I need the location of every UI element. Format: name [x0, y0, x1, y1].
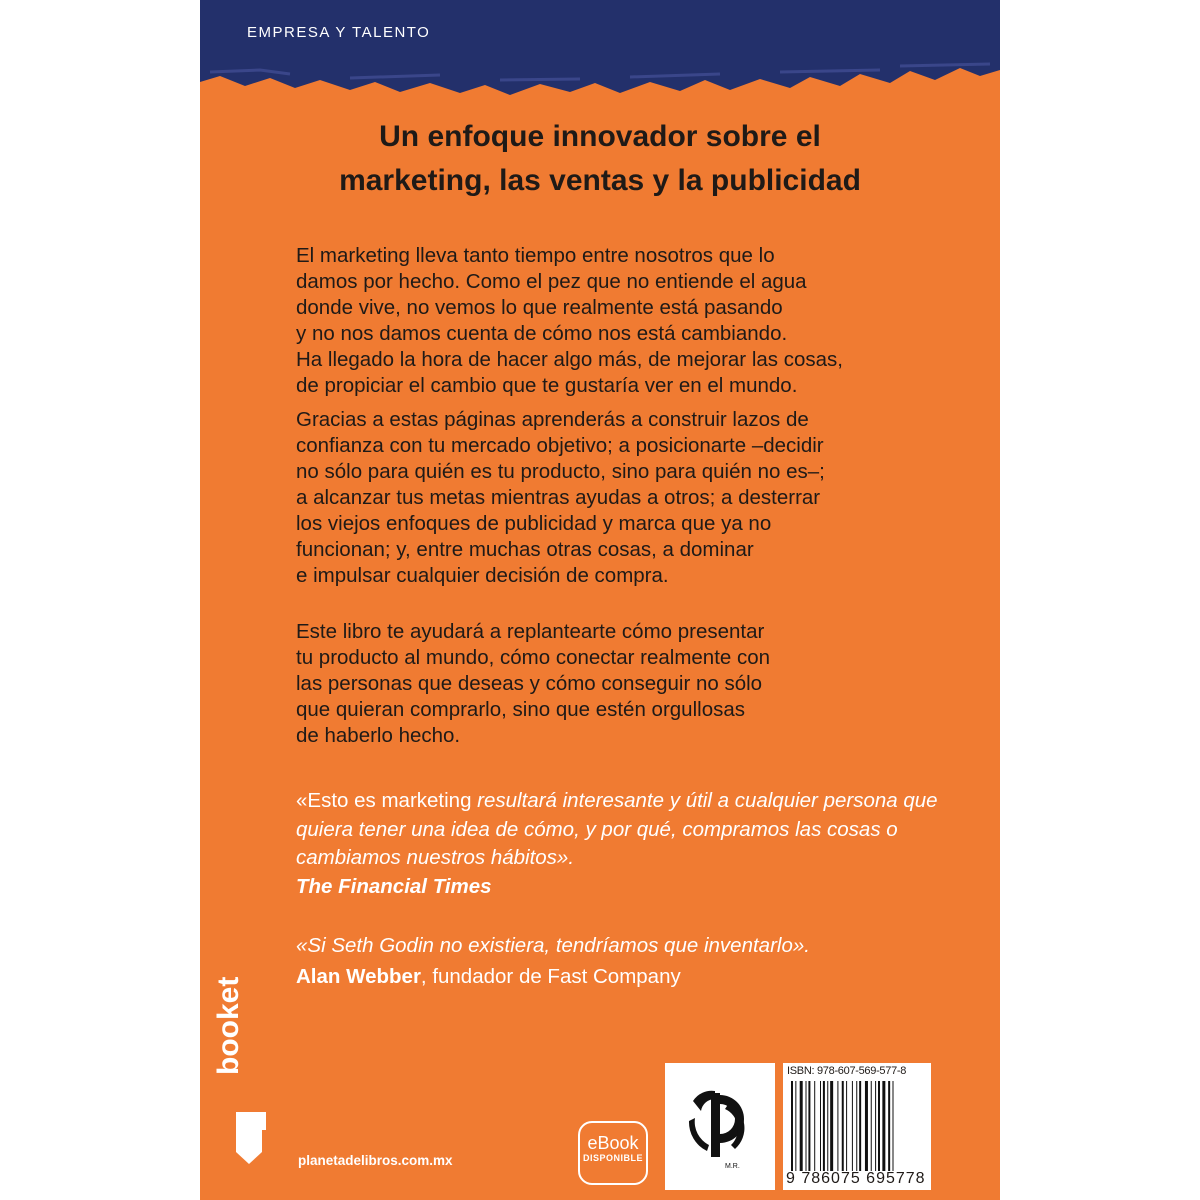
quote-1-lead: «Esto es marketing [296, 789, 478, 812]
barcode-box [783, 1063, 931, 1190]
back-cover [200, 0, 1000, 1200]
ean-number: 9 786075 695778 [786, 1170, 926, 1187]
headline-line-1: Un enfoque innovador sobre el [379, 120, 821, 153]
publisher-logo-box [665, 1063, 775, 1190]
quote-financial-times [296, 787, 996, 901]
synopsis [296, 243, 976, 747]
quote-2-role: , fundador de Fast Company [420, 965, 681, 988]
quote-1-source: The Financial Times [296, 874, 492, 898]
quote-alan-webber [296, 930, 996, 992]
publisher-website: planetadelibros.com.mx [298, 1153, 453, 1168]
series-label: EMPRESA Y TALENTO [247, 24, 431, 41]
barcode-icon [791, 1081, 927, 1171]
publisher-mark: M.R. [725, 1163, 740, 1170]
synopsis-paragraph-1: El marketing lleva tanto tiempo entre nosotros que lo damos por hecho. Como el pez que no entiende el agua donde vive, no vemos lo que realmente está pasando y no nos damos cuenta de cómo nos está cambiando. Ha llegado la hora de hacer algo más, de mejorar las cosas, de propiciar el cambio que te gustaría ver en el mundo. [296, 244, 843, 397]
ebook-badge-subtitle: DISPONIBLE [582, 1153, 643, 1163]
isbn-text: ISBN: 978-607-569-577-8 [787, 1065, 907, 1077]
quote-2-author: Alan Webber [296, 965, 421, 988]
booket-logo-text: booket [212, 976, 245, 1075]
synopsis-paragraph-3: Este libro te ayudará a replantearte cómo presentar tu producto al mundo, cómo conectar realmente con las personas que deseas y cómo conseguir no sólo que quieran comprarlo, sino que estén orgullosas de haberlo hecho. [296, 620, 771, 747]
publisher-logo-icon [665, 1063, 775, 1190]
quote-2-text: «Si Seth Godin no existiera, tendríamos que inventarlo». [296, 934, 810, 957]
headline [240, 115, 960, 203]
top-brush-band [200, 0, 1000, 100]
headline-line-2: marketing, las ventas y la publicidad [339, 164, 861, 197]
ebook-badge [578, 1121, 648, 1185]
synopsis-paragraph-2: Gracias a estas páginas aprenderás a construir lazos de confianza con tu mercado objetivo; a posicionarte –decidir no sólo para quién es tu producto, sino para quién no es–; a alcanzar tus metas mientras ayudas a otros; a desterrar los viejos enfoques de publicidad y marca que ya no funcionan; y, entre muchas otras cosas, a dominar e impulsar cualquier decisión de compra. [296, 408, 825, 587]
booket-logo-icon [232, 1108, 270, 1166]
ebook-badge-title: eBook [587, 1133, 639, 1153]
quote-1-text: resultará interesante y útil a cualquier persona que quiera tener una idea de cómo, y por qué, compramos las cosas o cambiamos nuestros hábitos». [296, 789, 938, 869]
